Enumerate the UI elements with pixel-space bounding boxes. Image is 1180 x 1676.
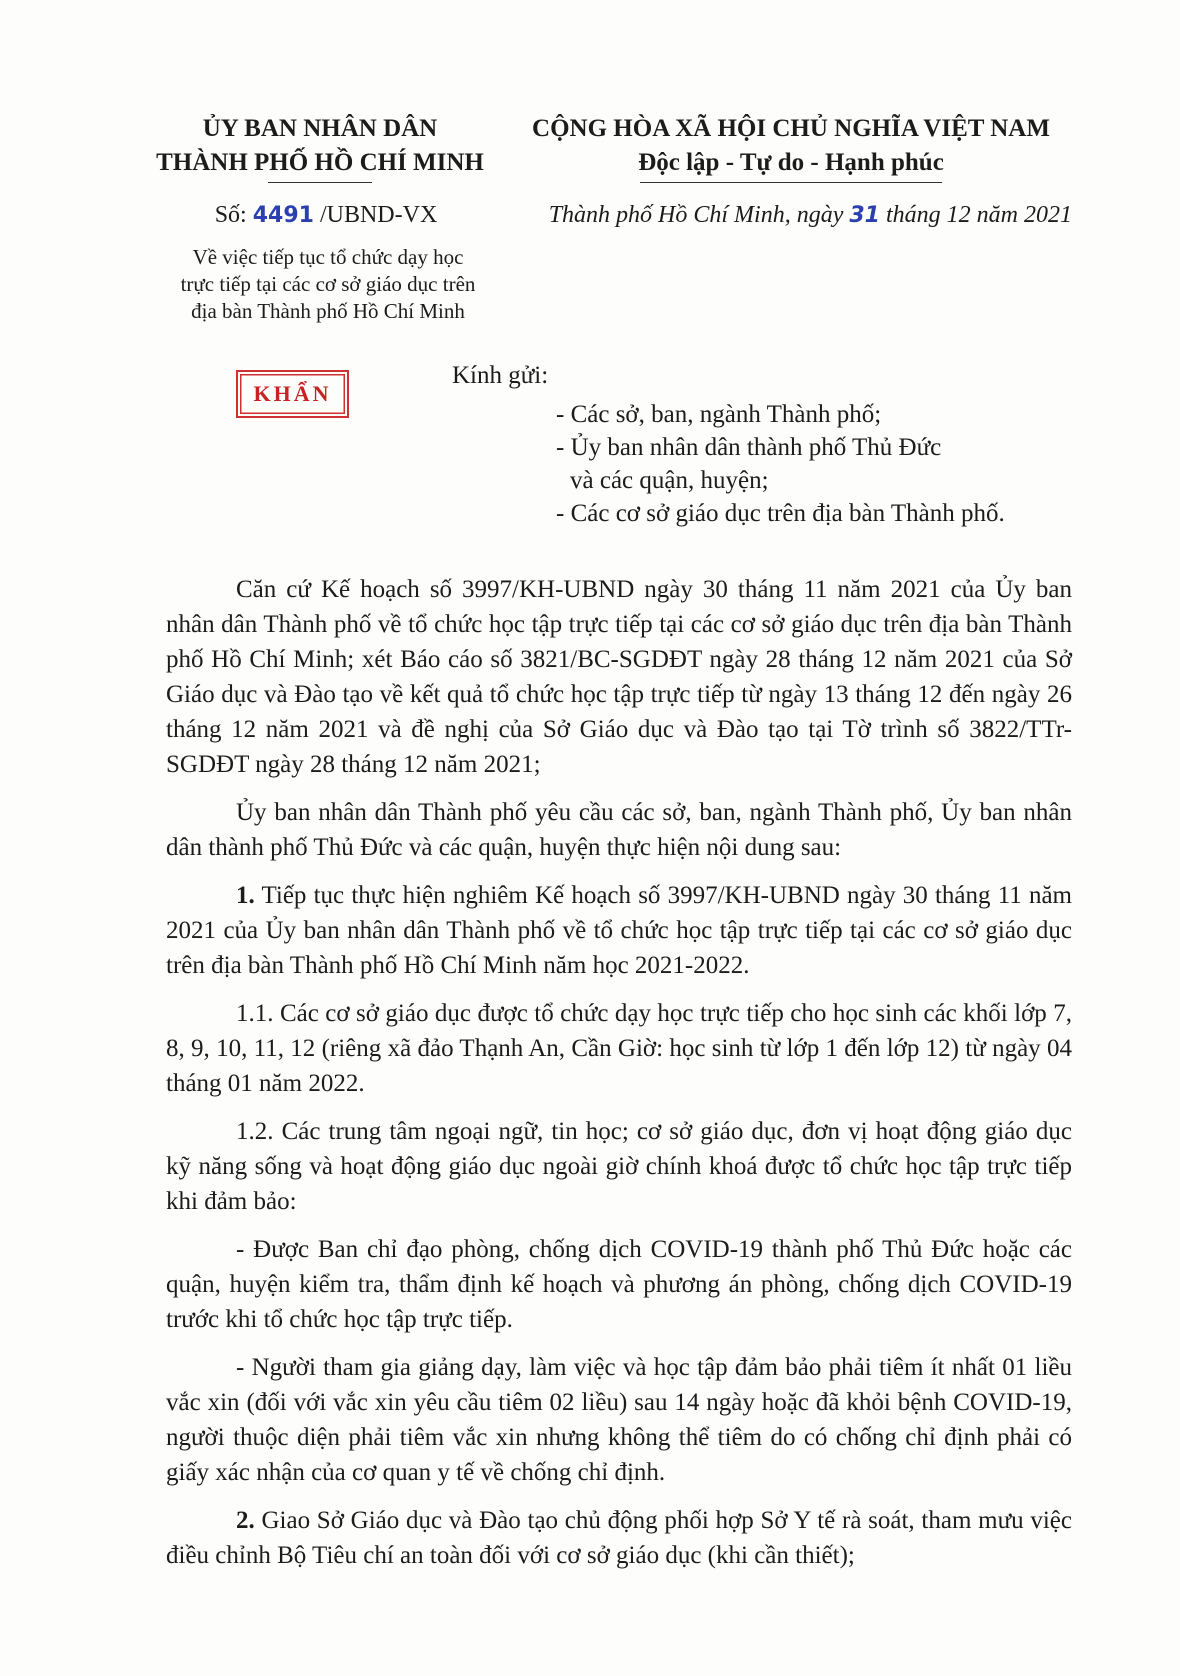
number-handwritten: 4491 [252,203,314,228]
subject-line-3: địa bàn Thành phố Hồ Chí Minh [191,299,465,323]
issuing-authority [140,112,500,180]
document-number [176,202,476,229]
motto-underline [640,182,942,183]
body-paragraph: - Được Ban chỉ đạo phòng, chống dịch COVID-19 thành phố Thủ Đức hoặc các quận, huyện kiểm tra, thẩm định kế hoạch và phương án phòng, chống dịch COVID-19 trước khi tổ chức học tập trực tiếp. [166,1236,1072,1333]
national-title [518,112,1064,180]
authority-line-2: THÀNH PHỐ HỒ CHÍ MINH [156,149,484,176]
subject-line-2: trực tiếp tại các cơ sở giáo dục trên [180,272,476,296]
recipient-item: và các quận, huyện; [570,467,769,494]
authority-line-1: ỦY BAN NHÂN DÂN [202,115,438,142]
recipient-list [556,398,1076,530]
date-prefix: Thành phố Hồ Chí Minh, ngày [548,202,850,228]
urgent-stamp: KHẨN [236,370,349,418]
section-number: 1. [236,882,255,909]
motto: Độc lập - Tự do - Hạnh phúc [638,149,944,176]
section-number: 2. [236,1507,255,1534]
date-day-handwritten: 31 [849,203,880,228]
greeting: Kính gửi: [452,362,549,389]
body-paragraph: - Người tham gia giảng dạy, làm việc và học tập đảm bảo phải tiêm ít nhất 01 liều vắc xin (đối với vắc xin yêu cầu tiêm 02 liều) sau 14 ngày hoặc đã khỏi bệnh COVID-19, người thuộc diện phải tiêm vắc xin nhưng không thể tiêm do có chống chỉ định phải có giấy xác nhận của cơ quan y tế về chống chỉ định. [166,1354,1072,1486]
recipient-item: - Các sở, ban, ngành Thành phố; [556,401,882,428]
document-subject [160,244,496,325]
recipient-item: - Ủy ban nhân dân thành phố Thủ Đức [556,434,942,461]
body-paragraph: 1.1. Các cơ sở giáo dục được tổ chức dạy học trực tiếp cho học sinh các khối lớp 7, 8, 9, 10, 11, 12 (riêng xã đảo Thạnh An, Cần Giờ: học sinh từ lớp 1 đến lớp 12) từ ngày 04 tháng 01 năm 2022. [166,1000,1072,1097]
section-text: Giao Sở Giáo dục và Đào tạo chủ động phối hợp Sở Y tế rà soát, tham mưu việc điều chỉnh Bộ Tiêu chí an toàn đối với cơ sở giáo dục (khi cần thiết); [166,1507,1072,1569]
authority-underline [268,182,372,183]
body-paragraph [166,878,1072,983]
number-prefix: Số: [214,202,247,228]
document-body [166,572,1072,1586]
recipient-item: - Các cơ sở giáo dục trên địa bàn Thành phố. [556,500,1005,527]
body-paragraph: Căn cứ Kế hoạch số 3997/KH-UBND ngày 30 tháng 11 năm 2021 của Ủy ban nhân dân Thành phố về tổ chức học tập trực tiếp tại các cơ sở giáo dục trên địa bàn Thành phố Hồ Chí Minh; xét Báo cáo số 3821/BC-SGDĐT ngày 28 tháng 12 năm 2021 của Sở Giáo dục và Đào tạo về kết quả tổ chức học tập trực tiếp từ ngày 13 tháng 12 đến ngày 26 tháng 12 năm 2021 và đề nghị của Sở Giáo dục và Đào tạo tại Tờ trình số 3822/TTr-SGDĐT ngày 28 tháng 12 năm 2021; [166,576,1072,778]
number-suffix: /UBND-VX [313,202,438,228]
subject-line-1: Về việc tiếp tục tổ chức dạy học [192,245,464,269]
body-paragraph: Ủy ban nhân dân Thành phố yêu cầu các sở, ban, ngành Thành phố, Ủy ban nhân dân thành phố Thủ Đức và các quận, huyện thực hiện nội dung sau: [166,799,1072,861]
document-date [512,202,1072,229]
body-paragraph: 1.2. Các trung tâm ngoại ngữ, tin học; cơ sở giáo dục, đơn vị hoạt động giáo dục kỹ năng sống và hoạt động giáo dục ngoài giờ chính khoá được tổ chức học tập trực tiếp khi đảm bảo: [166,1118,1072,1215]
section-text: Tiếp tục thực hiện nghiêm Kế hoạch số 3997/KH-UBND ngày 30 tháng 11 năm 2021 của Ủy ban nhân dân Thành phố về tổ chức học tập trực tiếp tại các cơ sở giáo dục trên địa bàn Thành phố Hồ Chí Minh năm học 2021-2022. [166,882,1072,979]
national-title-line: CỘNG HÒA XÃ HỘI CHỦ NGHĨA VIỆT NAM [532,115,1050,142]
body-paragraph [166,1503,1072,1573]
date-suffix: tháng 12 năm 2021 [880,202,1072,228]
